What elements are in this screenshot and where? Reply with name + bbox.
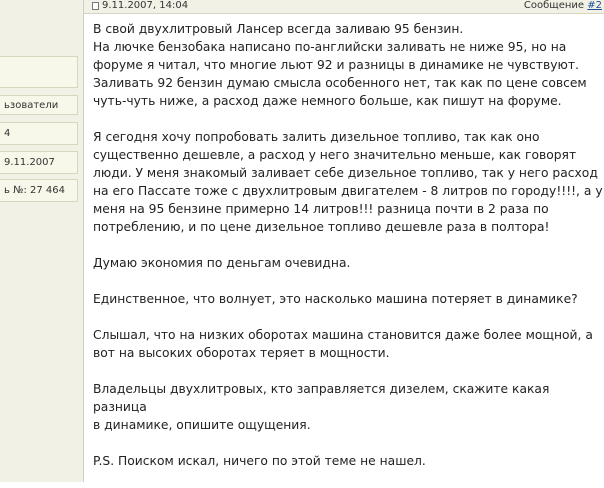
sidebar-registration-date bbox=[0, 151, 78, 174]
post-date-text: 9.11.2007, 14:04 bbox=[102, 0, 189, 11]
post-permalink bbox=[524, 0, 602, 12]
post-header bbox=[84, 0, 604, 14]
post-paragraph: В свой двухлитровый Лансер всегда заливаю 95 бензин. На лючке бензобака написано по-английски заливать не ниже 95, но на форуме я читал, что многие льют 92 и разницы в динамике не чувствуют. Заливать 92 бензин думаю смысла особенного нет, так как по цене совсем чуть-чуть ниже, а расход даже немного больше, как пишут на форуме. bbox=[93, 22, 587, 108]
sidebar-user-group bbox=[0, 95, 78, 115]
post-paragraph: P.S. Поиском искал, ничего по этой теме не нашел. bbox=[93, 454, 426, 468]
message-label: Сообщение bbox=[523, 0, 585, 11]
sidebar-box-empty bbox=[0, 56, 78, 88]
member-number-text: ь №: 27 464 bbox=[4, 185, 66, 196]
post-icon bbox=[92, 2, 99, 10]
post-count-text: 4 bbox=[4, 128, 11, 139]
post-date bbox=[92, 0, 188, 12]
post-body bbox=[93, 20, 603, 488]
sidebar-member-number bbox=[0, 179, 78, 202]
post-paragraph: Думаю экономия по деньгам очевидна. bbox=[93, 256, 351, 270]
registration-date-text: 9.11.2007 bbox=[4, 157, 55, 168]
message-number-link[interactable]: #2 bbox=[587, 0, 602, 11]
post-paragraph: Я сегодня хочу попробовать залить дизельное топливо, так как оно существенно дешевле, а расход у него значительно меньше, как говорят люди. У меня знакомый заливает себе дизельное топливо, так у него расход на его Пассате тоже с двухлитровым двигателем - 8 литров по городу!!!!, а у меня на 95 бензине примерно 14 литров!!! разница почти в 2 раза по потреблению, и по цене дизельное топливо дешевле раза в полтора! bbox=[93, 130, 603, 234]
sidebar-post-count bbox=[0, 122, 78, 145]
post-paragraph: Единственное, что волнует, это насколько машина потеряет в динамике? bbox=[93, 292, 578, 306]
user-group-text: ьзователи bbox=[4, 99, 59, 111]
author-sidebar bbox=[0, 0, 84, 482]
post-paragraph: Слышал, что на низких оборотах машина становится даже более мощной, а вот на высоких оборотах теряет в мощности. bbox=[93, 328, 593, 360]
post-paragraph: Владельцы двухлитровых, кто заправляется дизелем, скажите какая разница в динамике, опишите ощущения. bbox=[93, 382, 550, 432]
